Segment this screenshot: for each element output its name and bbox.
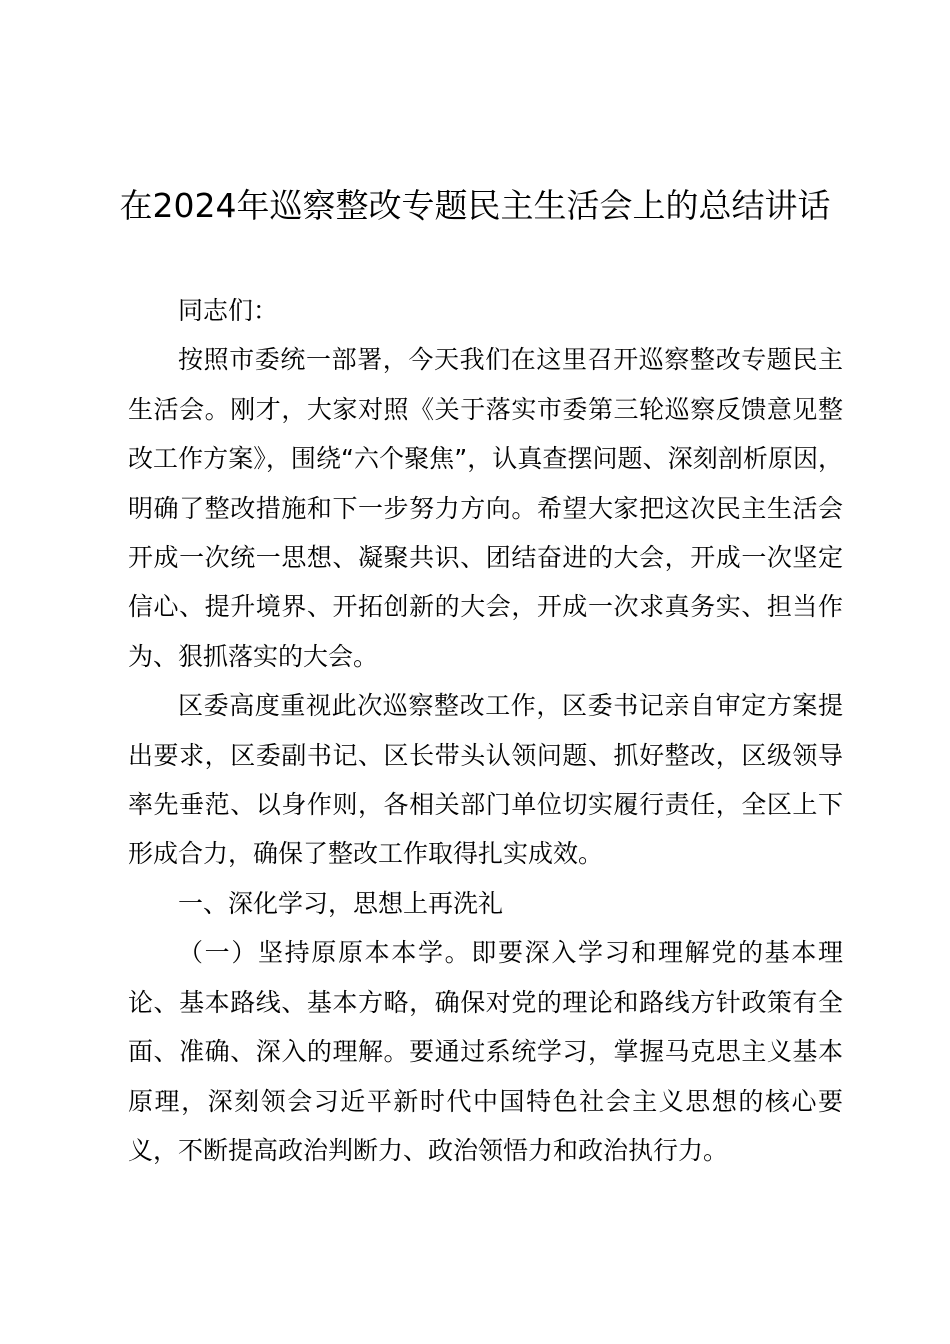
salutation: 同志们： <box>178 296 279 325</box>
section-heading-1: 一、深化学习，思想上再洗礼 <box>178 888 504 918</box>
paragraph-intro: 按照市委统一部署，今天我们在这里召开巡察整改专题民主生活会。刚才，大家对照《关于落实市委第三轮巡察反馈意见整改工作方案》，围绕“六个聚焦”，认真查摆问题、深刻剖析原因，明确了整改措施和下一步努力方向。希望大家把这次民主生活会开成一次统一思想、凝聚共识、团结奋进的大会，开成一次坚定信心、提升境界、开拓创新的大会，开成一次求真务实、担当作为、狠抓落实的大会。 <box>128 345 843 671</box>
document-title: 在2024年巡察整改专题民主生活会上的总结讲话 <box>119 186 831 225</box>
document-body <box>128 286 843 1175</box>
paragraph-subsection-1: （一）坚持原原本本学。即要深入学习和理解党的基本理论、基本路线、基本方略，确保对党的理论和路线方针政策有全面、准确、深入的理解。要通过系统学习，掌握马克思主义基本原理，深刻领会习近平新时代中国特色社会主义思想的核心要义，不断提高政治判断力、政治领悟力和政治执行力。 <box>128 938 843 1165</box>
paragraph-rectification: 区委高度重视此次巡察整改工作，区委书记亲自审定方案提出要求，区委副书记、区长带头认领问题、抓好整改，区级领导率先垂范、以身作则，各相关部门单位切实履行责任，全区上下形成合力，确保了整改工作取得扎实成效。 <box>128 691 843 869</box>
